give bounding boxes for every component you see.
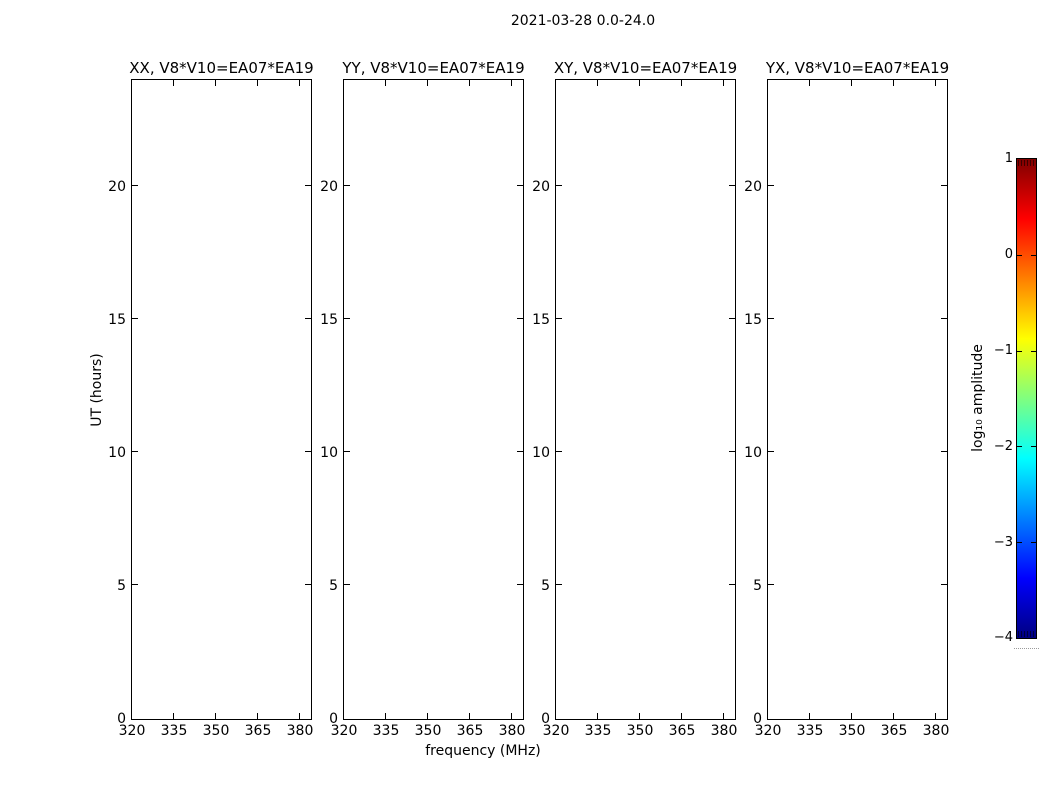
x-tick-label: 320	[330, 723, 358, 739]
y-tick-label: 0	[541, 711, 550, 727]
y-tick-label: 10	[532, 445, 550, 461]
y-tick-label: 5	[117, 578, 126, 594]
colorbar-tick-label: −3	[993, 535, 1013, 550]
x-tick-label: 320	[542, 723, 570, 739]
y-axis-label: UT (hours)	[89, 353, 105, 427]
subplot-yx-title: YX, V8*V10=EA07*EA19	[765, 59, 950, 77]
y-tick-label: 0	[753, 711, 762, 727]
colorbar-tick-label: −1	[993, 343, 1013, 358]
y-tick-label: 10	[108, 445, 126, 461]
x-tick-label: 350	[202, 723, 230, 739]
x-tick-label: 380	[286, 723, 314, 739]
colorbar-bottom-hatch	[1018, 631, 1035, 637]
y-tick-label: 20	[108, 179, 126, 195]
colorbar-axis-label: log₁₀ amplitude	[970, 344, 986, 452]
y-tick-label: 0	[117, 711, 126, 727]
x-tick-label: 335	[584, 723, 612, 739]
colorbar-tick-label: 0	[1004, 247, 1013, 262]
x-tick-label: 335	[796, 723, 824, 739]
colorbar-bottom-dots	[1014, 648, 1039, 649]
subplot-yy-panel	[320, 59, 526, 739]
x-tick-label: 380	[498, 723, 526, 739]
x-tick-label: 350	[838, 723, 866, 739]
colorbar-tick-label: −2	[993, 439, 1013, 454]
subplot-xy-title: XY, V8*V10=EA07*EA19	[553, 59, 738, 77]
y-tick-label: 10	[320, 445, 338, 461]
y-tick-label: 15	[320, 312, 338, 328]
figure-title: 2021-03-28 0.0-24.0	[510, 13, 656, 29]
y-tick-label: 5	[329, 578, 338, 594]
x-tick-label: 350	[626, 723, 654, 739]
y-tick-label: 20	[320, 179, 338, 195]
x-tick-label: 320	[118, 723, 146, 739]
colorbar	[1016, 158, 1037, 639]
x-tick-label: 380	[710, 723, 738, 739]
x-tick-label: 365	[456, 723, 484, 739]
y-tick-label: 5	[541, 578, 550, 594]
x-tick-label: 365	[244, 723, 272, 739]
colorbar-tick-label: −4	[993, 630, 1013, 645]
y-tick-label: 15	[744, 312, 762, 328]
x-axis-label: frequency (MHz)	[425, 743, 541, 759]
subplot-xx-panel	[108, 59, 314, 739]
colorbar-top-hatch	[1018, 160, 1035, 166]
x-tick-label: 335	[160, 723, 188, 739]
y-tick-label: 20	[744, 179, 762, 195]
subplot-xx-title: XX, V8*V10=EA07*EA19	[129, 59, 314, 77]
y-tick-label: 15	[108, 312, 126, 328]
subplot-xy-panel	[532, 59, 738, 739]
y-tick-label: 20	[532, 179, 550, 195]
x-tick-label: 350	[414, 723, 442, 739]
x-tick-label: 365	[668, 723, 696, 739]
y-tick-label: 0	[329, 711, 338, 727]
subplot-yx-panel	[744, 59, 950, 739]
y-tick-label: 5	[753, 578, 762, 594]
colorbar-tick-label: 1	[1004, 151, 1013, 166]
x-tick-label: 380	[922, 723, 950, 739]
y-tick-label: 10	[744, 445, 762, 461]
y-tick-label: 15	[532, 312, 550, 328]
x-tick-label: 365	[880, 723, 908, 739]
x-tick-label: 320	[754, 723, 782, 739]
x-tick-label: 335	[372, 723, 400, 739]
subplot-yy-title: YY, V8*V10=EA07*EA19	[342, 59, 525, 77]
